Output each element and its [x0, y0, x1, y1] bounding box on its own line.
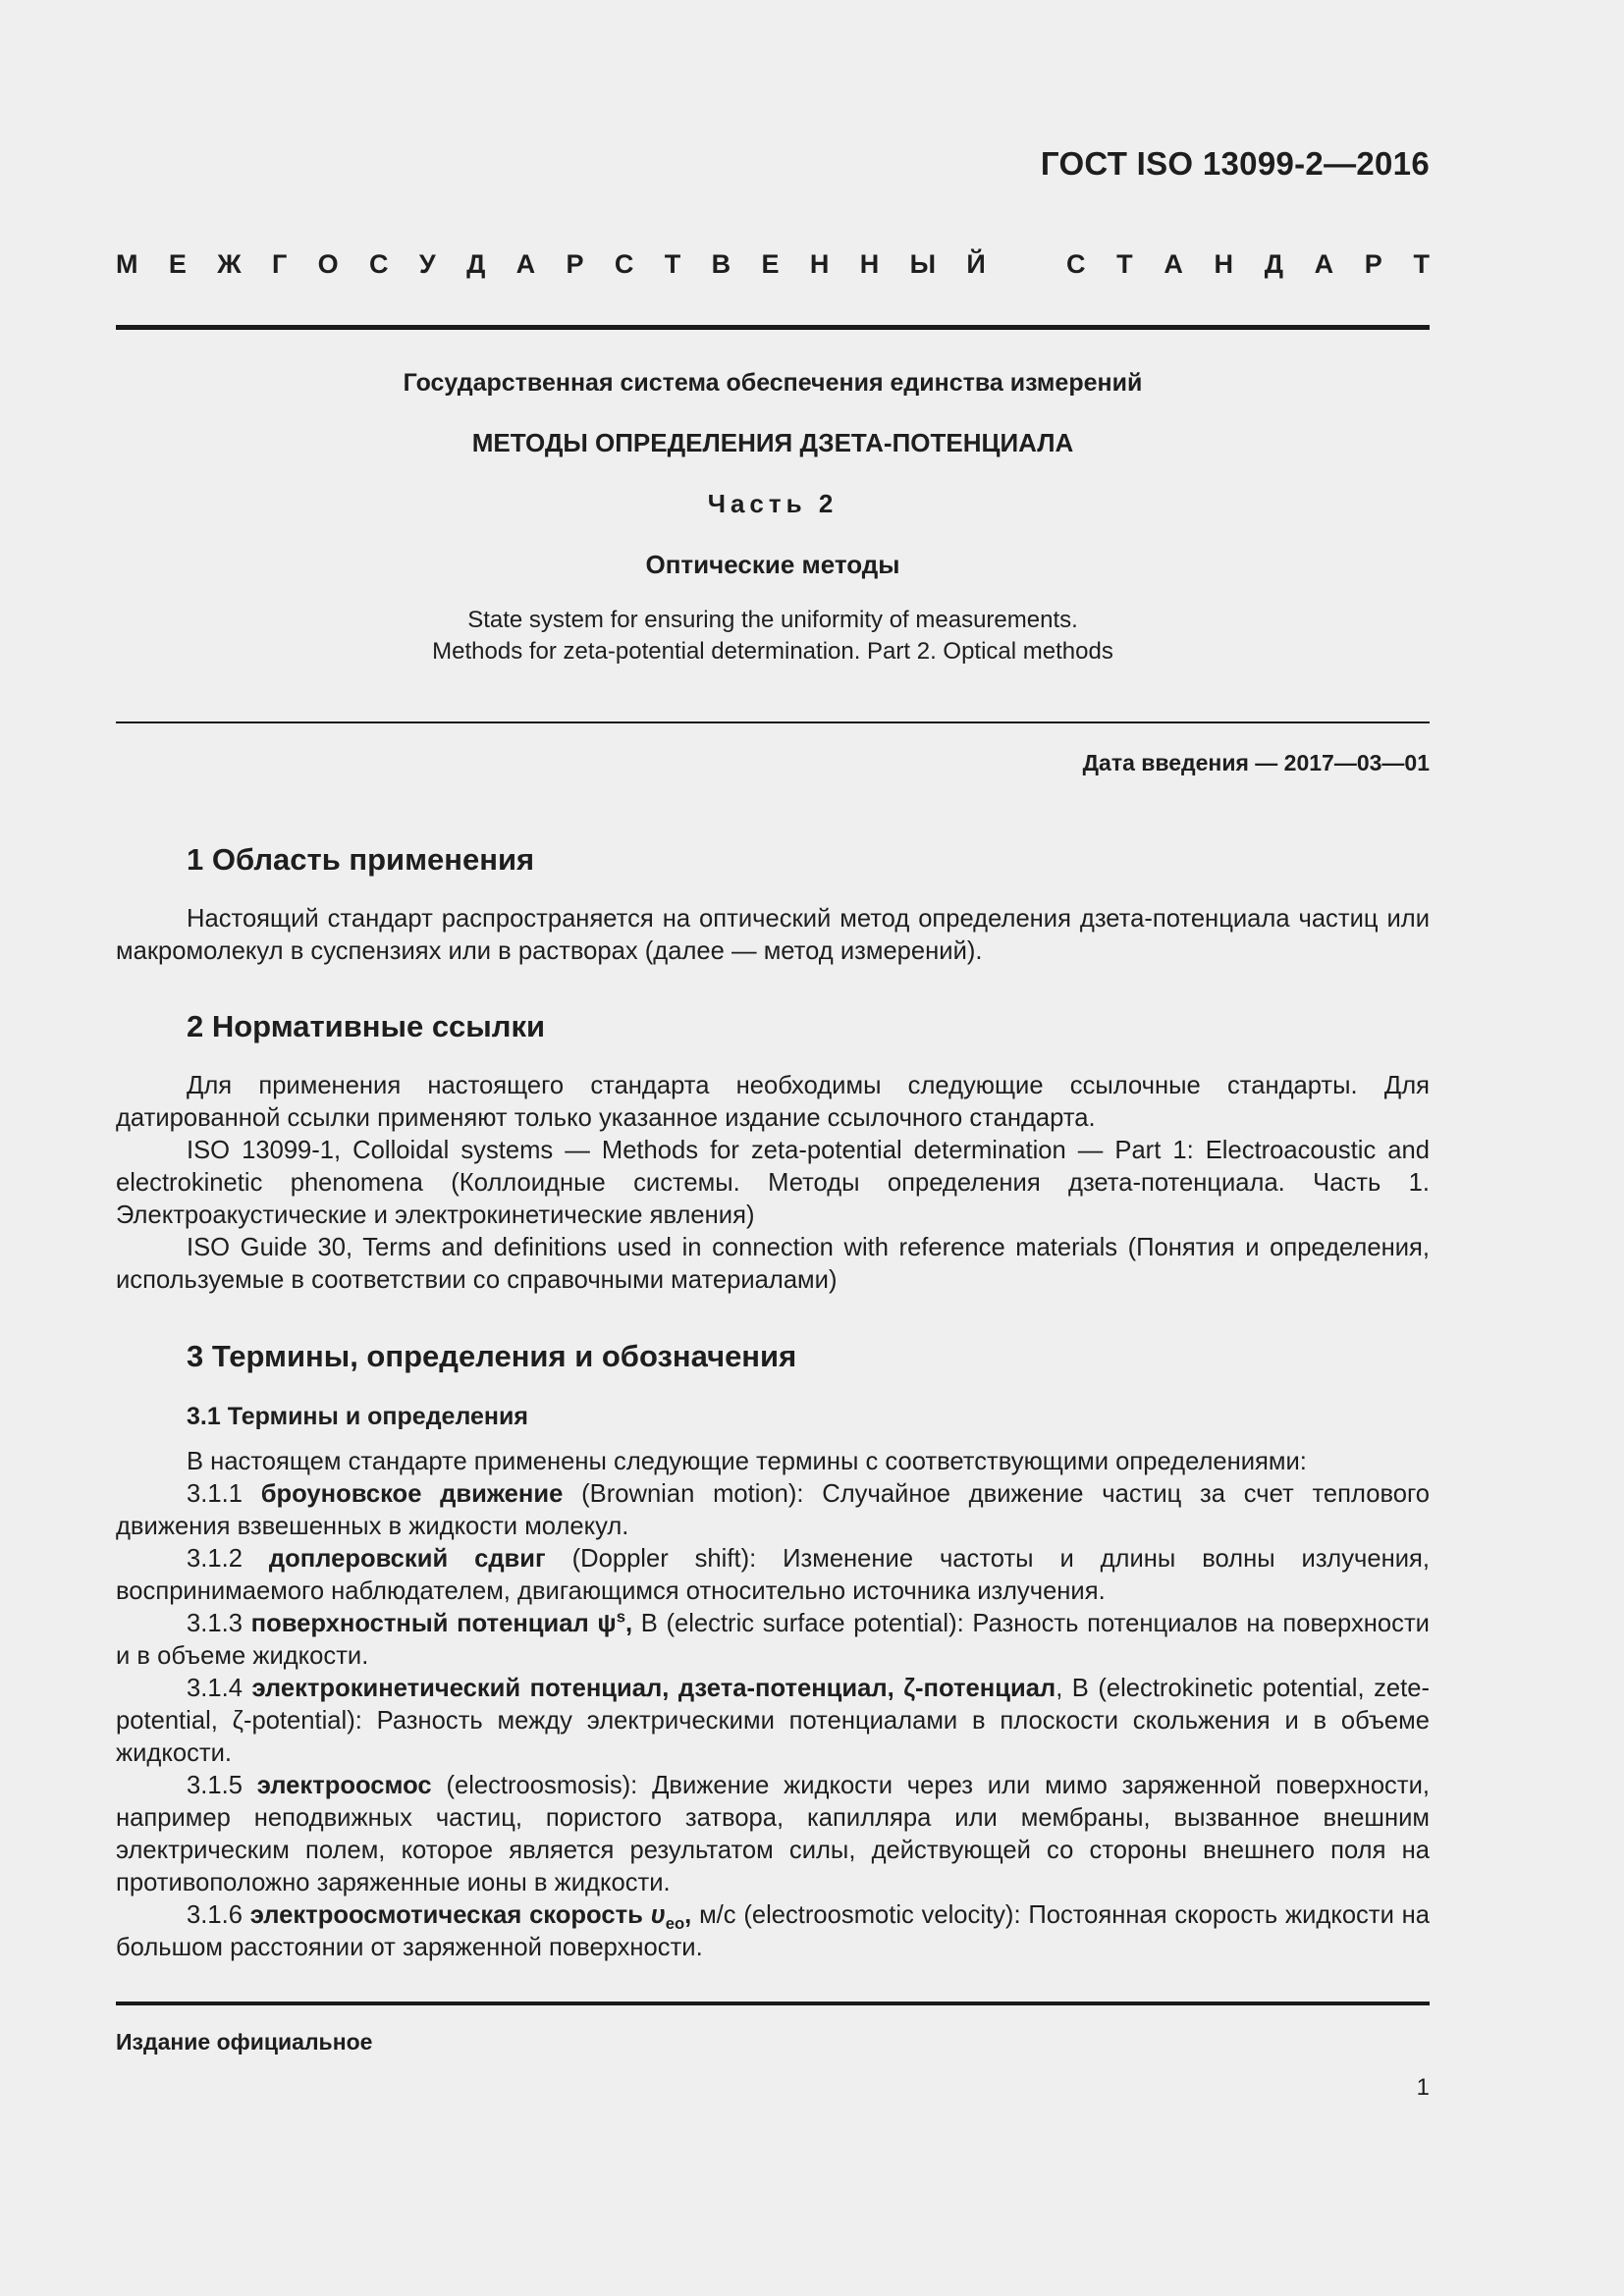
banner-letter: Г — [272, 249, 288, 279]
title-english-line1: State system for ensuring the uniformity of measurements. — [467, 607, 1078, 633]
banner-letter: Д — [466, 249, 486, 279]
banner-letter: С — [1066, 249, 1086, 279]
section-3-body — [116, 1446, 1430, 1964]
banner-word-interstate — [116, 249, 986, 280]
term-3-1-2: 3.1.2 доплеровский сдвиг (Doppler shift): Изменение частоты и длины волны излучения, воспринимаемого наблюдателем, двигающимся относительно источника излучения. — [116, 1545, 1430, 1605]
term-3-1-3: 3.1.3 поверхностный потенциал $\psi^s$, В (electric surface potential): Разность потенциалов на поверхности и в объеме жидкости. — [116, 1607, 1430, 1670]
section-3-1-heading: 3.1 Термины и определения — [187, 1403, 528, 1430]
banner-letter: Й — [966, 249, 986, 279]
banner-letter: Ж — [217, 249, 242, 279]
banner-letter: В — [711, 249, 731, 279]
banner-letter: О — [317, 249, 339, 279]
paragraph: Настоящий стандарт распространяется на оптический метод определения дзета-потенциала частиц или макромолекул в суспензиях или в растворах (далее — метод измерений). — [116, 905, 1430, 965]
title-subtitle: Оптические методы — [645, 550, 900, 579]
banner-letter: Ы — [909, 249, 937, 279]
term-3-1-4: 3.1.4 электрокинетический потенциал, дзета-потенциал, ζ-потенциал, В (electrokinetic potential, zete-potential, ζ-potential): Разность между электрическими потенциалами в плоскости скольжения и в объеме жидкости. — [116, 1675, 1430, 1767]
banner-letter: Д — [1264, 249, 1283, 279]
banner-letter: А — [1164, 249, 1183, 279]
term-name: электроосмотическая скорость $\upsilon_{eo}$, — [249, 1901, 692, 1934]
title-system: Государственная система обеспечения единства измерений — [403, 369, 1143, 397]
doc-number: ГОСТ ISO 13099-2—2016 — [1040, 145, 1430, 182]
banner-letter: С — [369, 249, 389, 279]
title-english — [116, 605, 1430, 667]
title-english-line2: Methods for zeta-potential determination. Part 2. Optical methods — [432, 638, 1113, 665]
footer-official-edition: Издание официальное — [116, 2029, 373, 2055]
term-3-1-5: 3.1.5 электроосмос (electroosmosis): Движение жидкости через или мимо заряженной поверхности, например неподвижных частиц, пористого затвора, капилляра или мембраны, вызванное внешним электрическим полем, которое является результатом силы, действующей со стороны внешнего поля на противоположно заряженные ионы в жидкости. — [116, 1772, 1430, 1896]
section-2-heading: 2 Нормативные ссылки — [187, 1009, 546, 1043]
banner-letter: Н — [1214, 249, 1234, 279]
term-3-1-6: 3.1.6 электроосмотическая скорость $\upsilon_{eo}$, м/с (electroosmotic velocity): Постоянная скорость жидкости на большом расстоянии от заряженной поверхности. — [116, 1901, 1430, 1961]
title-rule — [116, 721, 1430, 723]
term-name: броуновское движение — [260, 1480, 564, 1508]
interstate-standard-banner — [116, 249, 1430, 280]
reference-iso-13099-1: ISO 13099-1, Colloidal systems — Methods for zeta-potential determination — Part 1: Electroacoustic and electrokinetic phenomena (Коллоидные системы. Методы определения дзета-потенциала. Часть 1. Электроакустические и электрокинетические явления) — [116, 1137, 1430, 1229]
term-name: электроосмос — [256, 1772, 432, 1799]
banner-letter: Н — [859, 249, 880, 279]
header-rule — [116, 325, 1430, 330]
paragraph: Для применения настоящего стандарта необходимы следующие ссылочные стандарты. Для датированной ссылки применяют только указанное издание ссылочного стандарта. — [116, 1072, 1430, 1132]
section-1-body — [116, 903, 1430, 968]
page-number: 1 — [1416, 2074, 1430, 2101]
banner-letter: Т — [664, 249, 681, 279]
banner-letter: Н — [809, 249, 830, 279]
banner-letter: М — [116, 249, 138, 279]
term-name: поверхностный потенциал $\psi^s$, — [250, 1607, 633, 1637]
banner-letter: А — [515, 249, 536, 279]
footer-rule — [116, 2002, 1430, 2005]
title-part: Часть 2 — [707, 489, 839, 518]
banner-letter: А — [1314, 249, 1334, 279]
banner-word-standard — [1066, 249, 1430, 280]
section-1-heading: 1 Область применения — [187, 842, 535, 877]
term-name: доплеровский сдвиг — [268, 1545, 546, 1573]
banner-letter: С — [614, 249, 634, 279]
banner-letter: Е — [168, 249, 187, 279]
term-name: электрокинетический потенциал, дзета-потенциал, ζ-потенциал — [251, 1675, 1056, 1702]
banner-letter: Е — [761, 249, 780, 279]
banner-letter: У — [418, 249, 436, 279]
section-3-heading: 3 Термины, определения и обозначения — [187, 1339, 797, 1373]
reference-iso-guide-30: ISO Guide 30, Terms and definitions used in connection with reference materials (Понятия и определения, используемые в соответствии со справочными материалами) — [116, 1234, 1430, 1294]
intro-date: Дата введения — 2017—03—01 — [1082, 750, 1430, 775]
paragraph: В настоящем стандарте применены следующие термины с соответствующими определениями: — [187, 1448, 1307, 1475]
document-page — [116, 0, 1430, 2296]
section-2-body — [116, 1070, 1430, 1297]
term-3-1-1: 3.1.1 броуновское движение (Brownian motion): Случайное движение частиц за счет теплового движения взвешенных в жидкости молекул. — [116, 1480, 1430, 1540]
banner-letter: Р — [1364, 249, 1382, 279]
title-main: МЕТОДЫ ОПРЕДЕЛЕНИЯ ДЗЕТА-ПОТЕНЦИАЛА — [471, 428, 1074, 457]
banner-letter: Т — [1413, 249, 1430, 279]
banner-letter: Р — [566, 249, 584, 279]
banner-letter: Т — [1116, 249, 1133, 279]
